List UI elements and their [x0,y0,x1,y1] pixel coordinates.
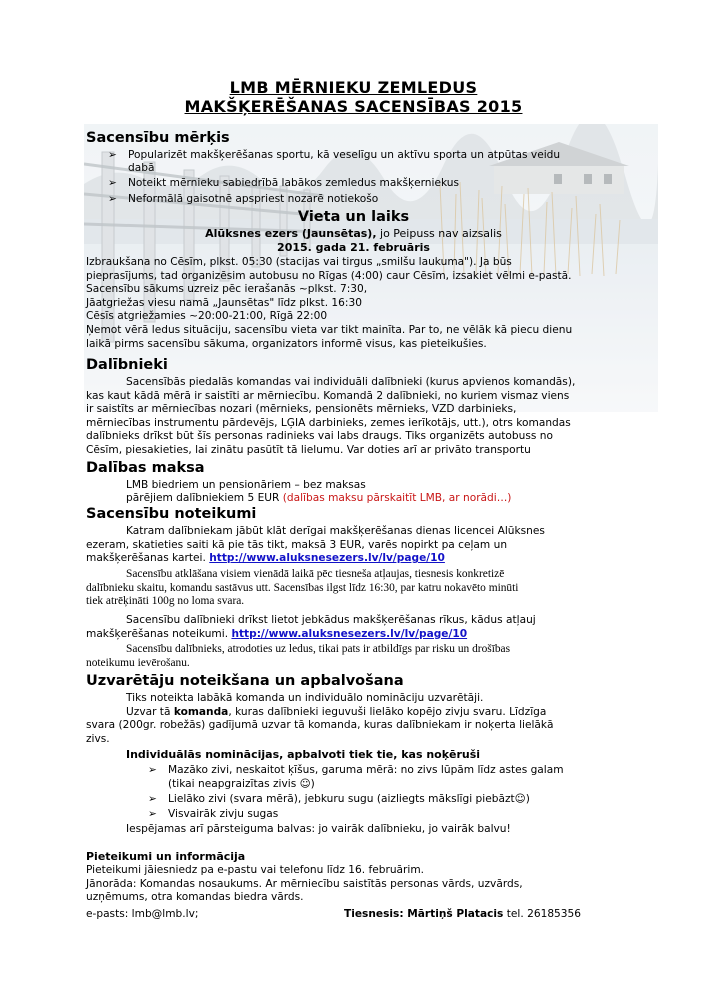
fee-others-text: pārējiem dalībniekiem 5 EUR [126,492,280,504]
contact-line: Jānorāda: Komandas nosaukums. Ar mērniecību saistītās personas vārds, uzvārds, [86,877,523,890]
event-date: 2015. gada 21. februāris [277,241,430,254]
rules-paragraph-3 [86,614,614,641]
rules-line-text: makšķerēšanas noteikumi. [86,627,229,640]
lake-name: Alūksnes ezers (Jaunsētas), [205,227,377,240]
surprise-prizes: Iespējamas arī pārsteiguma balvas: jo vairāk dalībnieku, jo vairāk balvu! [126,823,511,835]
participants-heading: Dalībnieki [86,357,168,373]
winners-line: Tiks noteikta labākā komanda un individuālo nomināciju uzvarētāji. [126,692,484,704]
arrow-bullet-icon: ➢ [148,764,157,776]
rules-line: Katram dalībniekam jābūt klāt derīgai makšķerēšanas dienas licencei Alūksnes [126,525,545,537]
place-heading: Vieta un laiks [297,209,410,225]
participants-line: mērniecības instrumentu pārdevējs, LĢIA darbinieks, zemes ierīkotājs, utt.), otrs komandas [86,416,571,429]
fee-payment-note: (dalības maksu pārskaitīt LMB, ar norādi…) [282,492,512,504]
winners-line-a: Uzvar tā [126,705,171,718]
rules-paragraph-1 [86,525,614,566]
title-line-2: MAKŠĶERĒŠANAS SACENSĪBAS 2015 [184,97,523,116]
goals-heading: Sacensību mērķis [86,130,230,146]
nomination-text: Mazāko zivi, neskaitot ķīšus, garuma mērā: no zivs lūpām līdz astes galam [168,764,564,776]
fee-heading: Dalības maksa [86,460,205,476]
goal-text: Noteikt mērnieku sabiedrībā labākos zemledus makšķerniekus [128,177,460,189]
place-text [86,256,614,351]
winners-line-c: , kuras dalībnieki ieguvuši lielāko kopējo zivju svaru. Līdzīga [228,705,547,718]
place-line: Ņemot vērā ledus situāciju, sacensību vieta var tikt mainīta. Par to, ne vēlāk kā piecu dienu [86,323,573,336]
fee-members: LMB biedriem un pensionāriem – bez maksas [126,479,366,491]
contact-text [86,864,614,905]
place-line: Izbraukšana no Cēsīm, plkst. 05:30 (stacijas vai tirgus „smilšu laukuma"). Ja būs [86,256,512,268]
participants-line: Cēsīm, piesakieties, lai zinātu pasūtīt tā lielumu. Var doties arī ar privāto transportu [86,443,531,456]
contact-line: Pieteikumi jāiesniedz pa e-pastu vai telefonu līdz 16. februārim. [86,864,425,876]
arrow-bullet-icon: ➢ [108,193,117,205]
arrow-bullet-icon: ➢ [148,808,157,820]
rules-line: noteikumu ievērošanu. [86,656,190,669]
fee-others [126,492,511,505]
title-line-1: LMB MĒRNIEKU ZEMLEDUS [229,78,478,97]
participants-line: ir saistīts ar mērniecības nozari (mērnieks, pensionēts mērnieks, VZD darbinieks, [86,403,517,416]
place-line: Jāatgriežas viesu namā „Jaunsētas" līdz plkst. 16:30 [86,296,362,309]
contact-heading: Pieteikumi un informācija [86,850,246,863]
participants-text [86,376,614,458]
arrow-bullet-icon: ➢ [148,793,157,805]
participants-line: Sacensībās piedalās komandas vai individuāli dalībnieki (kurus apvienos komandās), [126,376,576,388]
rules-line: Sacensību dalībnieki drīkst lietot jebkādus makšķerēšanas rīkus, kādus atļauj [126,614,536,626]
winners-line: zivs. [86,732,110,745]
place-lake-line [0,227,707,240]
rules-line [86,628,614,642]
rules-line-text: makšķerēšanas kartei. [86,552,206,565]
arrow-bullet-icon: ➢ [108,177,117,189]
winners-line [86,706,614,720]
winners-line-team: komanda [173,705,229,718]
contact-email: e-pasts: lmb@lmb.lv; [86,908,199,920]
goal-text: Neformālā gaisotnē apspriest nozarē notiekošo [128,193,379,205]
place-line: laikā pirms sacensību sākuma, organizators informē visus, kas pieteikušies. [86,337,487,350]
rules-line: Sacensību atklāšana visiem vienādā laikā pēc tiesneša atļaujas, tiesnesis konkretizē [126,568,505,580]
judge-phone: tel. 26185356 [506,908,582,920]
nomination-text: Lielāko zivi (svara mērā), jebkuru sugu (aizliegts mākslīgi piebāzt☺) [168,793,530,805]
winners-text [86,692,614,746]
winners-line: svara (200gr. robežās) gadījumā uzvar tā komanda, kuras dalībniekam ir noķerta lielākā [86,719,554,732]
place-line: Cēsīs atgriežamies ~20:00-21:00, Rīgā 22:00 [86,310,328,323]
nomination-text-continuation: (tikai neapgraizītas zivis ☺) [168,778,315,790]
participants-line: kas kaut kādā mērā ir saistīti ar mērniecību. Komandā 2 dalībnieki, no kuriem vismaz viens [86,389,570,402]
judge-info [344,908,581,921]
place-line: Sacensību sākums uzreiz pēc ierašanās ~plkst. 7:30, [86,283,368,296]
rules-paragraph-2 [86,568,614,609]
arrow-bullet-icon: ➢ [108,149,117,161]
rules-line: tiek atrēķināti 100g no loma svara. [86,595,245,608]
place-line: pieprasījums, tad organizēsim autobusu no Rīgas (4:00) caur Cēsīm, izsakiet vēlmi e-pastā. [86,269,572,282]
winners-heading: Uzvarētāju noteikšana un apbalvošana [86,673,404,689]
lake-note: jo Peipuss nav aizsalis [380,227,502,240]
rules-line: Sacensību dalībnieks, atrodoties uz ledus, tikai pats ir atbildīgs par risku un drošības [126,643,511,655]
rules-heading: Sacensību noteikumi [86,506,257,522]
judge-name: Tiesnesis: Mārtiņš Platacis [344,908,504,920]
rules-line: dalībnieku skaitu, komandu sastāvus utt. Sacensības ilgst līdz 16:30, par katru nokavēto minūti [86,581,519,594]
nomination-text: Visvairāk zivju sugas [168,808,279,820]
rules-line: ezeram, skatieties saiti kā pie tās tikt, maksā 3 EUR, varēs nopirkt pa ceļam un [86,538,508,551]
nominations-heading: Individuālās nominācijas, apbalvoti tiek tie, kas noķēruši [126,748,481,761]
goal-text: Popularizēt makšķerēšanas sportu, kā veselīgu un aktīvu sporta un atpūtas veidu [128,149,561,161]
rules-paragraph-4 [86,643,614,670]
goal-text-continuation: dabā [128,162,155,174]
contact-line: uzņēmums, otra komandas biedra vārds. [86,891,304,904]
license-link[interactable]: http://www.aluksnesezers.lv/lv/page/10 [209,552,445,565]
rules-line [86,552,614,566]
participants-line: dalībnieks drīkst būt šīs personas radinieks vai labs draugs. Tiks organizēts autobuss no [86,430,553,443]
rules-link[interactable]: http://www.aluksnesezers.lv/lv/page/10 [231,627,468,640]
